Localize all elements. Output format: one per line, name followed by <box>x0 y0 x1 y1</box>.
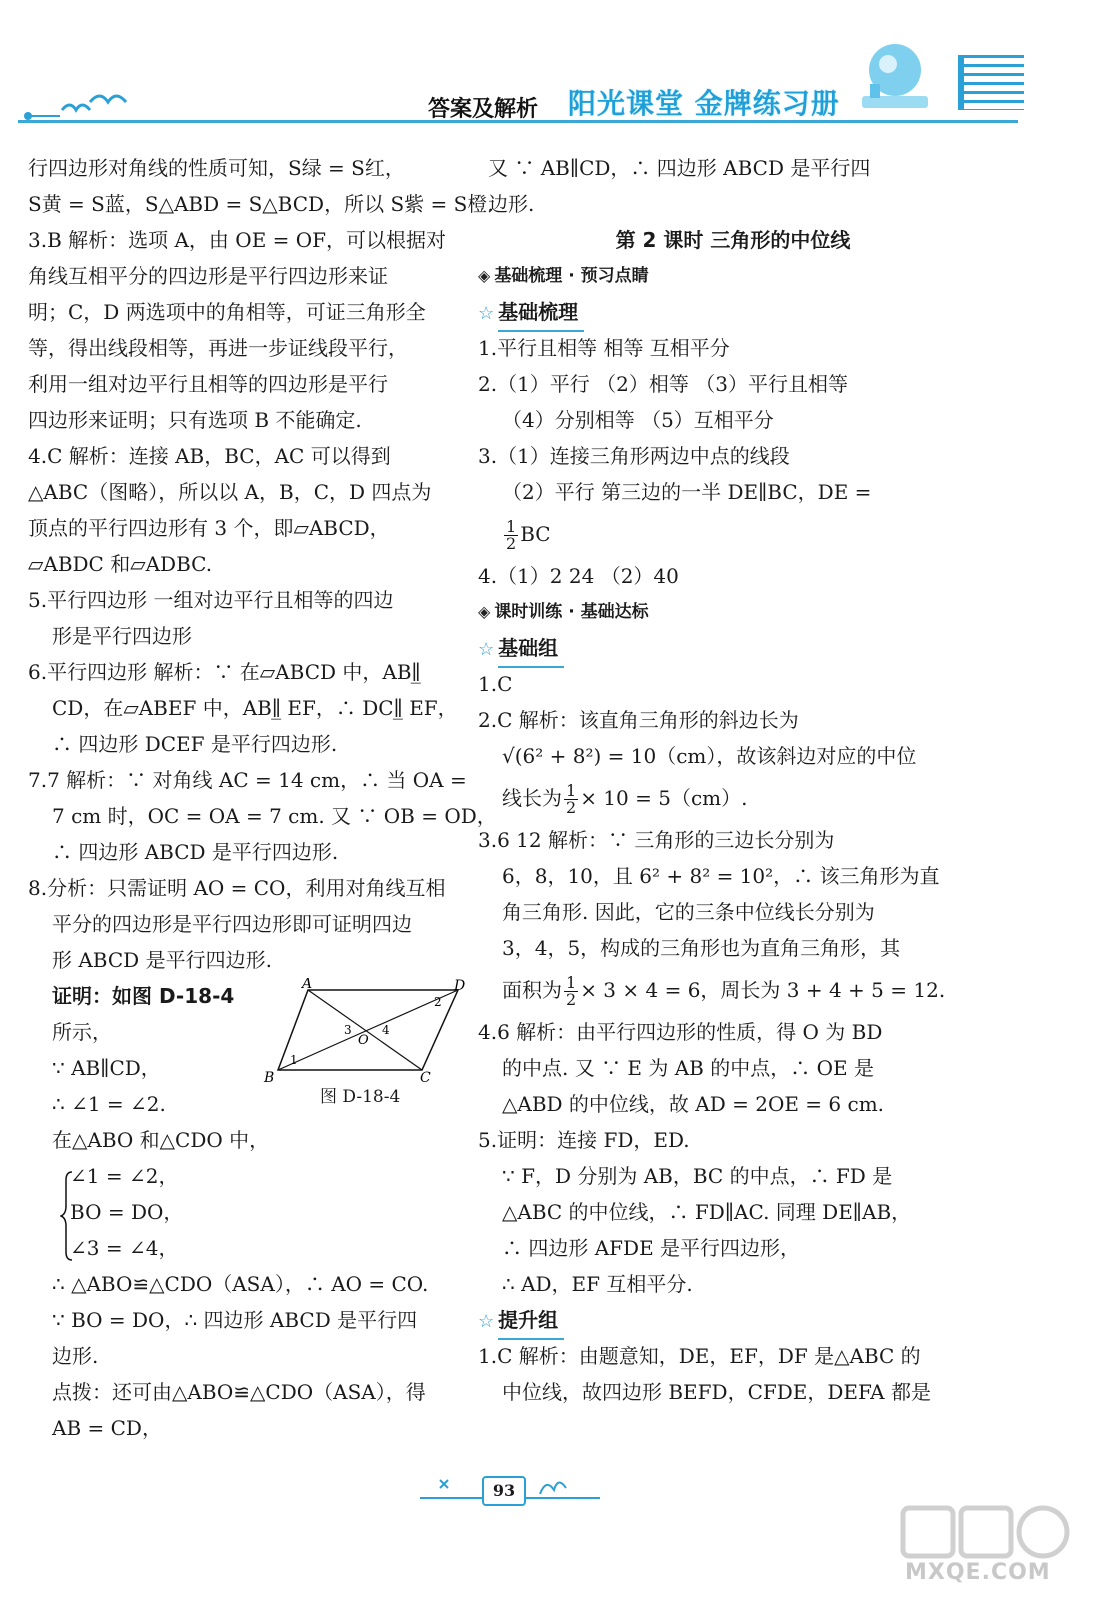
text-line: △ABD 的中位线，故 AD = 2OE = 6 cm. <box>502 1092 885 1116</box>
subsection-title: 基础梳理 <box>498 294 584 332</box>
text-line: S黄 = S蓝，S△ABD = S△BCD，所以 S紫 = S橙. <box>28 192 494 216</box>
text-line: ∴ ∠1 = ∠2. <box>52 1092 166 1116</box>
text-line: 3.（1）连接三角形两边中点的线段 <box>478 444 790 468</box>
text-line: 3.6 12 解析：∵ 三角形的三边长分别为 <box>478 828 835 852</box>
text-line: 四边形来证明；只有选项 B 不能确定. <box>28 408 362 432</box>
brace-icon <box>60 1170 74 1262</box>
page-number: 93 <box>482 1476 526 1506</box>
text-line: 2.C 解析：该直角三角形的斜边长为 <box>478 708 799 732</box>
fraction-lead: 线长为 <box>502 786 562 810</box>
header-answer-label: 答案及解析 <box>428 97 539 122</box>
fraction-tail: × 3 × 4 = 6，周长为 3 + 4 + 5 = 12. <box>580 978 946 1002</box>
text-line: 4.C 解析：连接 AB，BC，AC 可以得到 <box>28 444 391 468</box>
text-line: ∠1 = ∠2， <box>70 1164 179 1188</box>
text-line: （4）分别相等 （5）互相平分 <box>502 408 774 432</box>
text-line: 的中点. 又 ∵ E 为 AB 的中点，∴ OE 是 <box>502 1056 874 1080</box>
figure-caption: 图 D-18-4 <box>320 1087 401 1107</box>
fig-label-2: 2 <box>434 995 442 1009</box>
text-line: 5.证明：连接 FD，ED. <box>478 1128 690 1152</box>
fraction-lead: 面积为 <box>502 978 562 1002</box>
text-line: 证明：如图 D-18-4 <box>52 984 235 1008</box>
fraction <box>564 783 578 816</box>
fig-label-4: 4 <box>382 1023 390 1037</box>
star-icon: ☆ <box>478 639 495 660</box>
star-icon: ☆ <box>478 1311 495 1332</box>
text-line: 又 ∵ AB∥CD，∴ 四边形 ABCD 是平行四 <box>488 156 871 180</box>
subsection <box>478 630 948 666</box>
text-line: 4.（1）2 24 （2）40 <box>478 564 679 588</box>
text-line: CD，在▱ABEF 中，AB∥̲ EF，∴ DC∥̲ EF， <box>52 696 458 720</box>
text-line: 形 ABCD 是平行四边形. <box>52 948 272 972</box>
text-line: 8.分析：只需证明 AO = CO，利用对角线互相 <box>28 876 446 900</box>
fig-label-3: 3 <box>344 1023 352 1037</box>
page-header <box>0 0 1094 150</box>
text-line: AB = CD， <box>52 1416 162 1440</box>
text-line: ∵ BO = DO，∴ 四边形 ABCD 是平行四 <box>52 1308 418 1332</box>
section-heading-text: 课时训练 · 基础达标 <box>494 602 649 622</box>
text-line: 在△ABO 和△CDO 中， <box>52 1128 270 1152</box>
text-line: 明；C，D 两选项中的角相等，可证三角形全 <box>28 300 426 324</box>
fraction-line <box>478 966 948 1014</box>
text-line: BO = DO， <box>70 1200 184 1224</box>
text-line: 形是平行四边形 <box>52 624 192 648</box>
subsection <box>478 1302 948 1338</box>
text-line: 等，得出线段相等，再进一步证线段平行， <box>28 336 408 360</box>
text-line: 所示， <box>52 1020 112 1044</box>
text-line: 边形. <box>488 192 535 216</box>
text-line: 1.C 解析：由题意知，DE，EF，DF 是△ABC 的 <box>478 1344 921 1368</box>
text-line: 平分的四边形是平行四边形即可证明四边 <box>52 912 412 936</box>
lesson-title: 第 2 课时 三角形的中位线 <box>615 228 851 252</box>
section-heading-text: 基础梳理 · 预习点睛 <box>494 266 649 286</box>
text-line: 2.（1）平行 （2）相等 （3）平行且相等 <box>478 372 848 396</box>
text-line: ∠3 = ∠4， <box>70 1236 179 1260</box>
text-line: 4.6 解析：由平行四边形的性质，得 O 为 BD <box>478 1020 883 1044</box>
subsection-title: 提升组 <box>498 1302 564 1340</box>
text-line: ∴ △ABO≌△CDO（ASA），∴ AO = CO. <box>52 1272 429 1296</box>
fraction <box>564 975 578 1008</box>
right-column <box>478 150 948 1410</box>
diamond-icon: ◈ <box>478 266 491 285</box>
text-line: 顶点的平行四边形有 3 个，即▱ABCD， <box>28 516 390 540</box>
text-line: 1.C <box>478 672 513 696</box>
text-line: 5.平行四边形 一组对边平行且相等的四边 <box>28 588 394 612</box>
text-line: （2）平行 第三边的一半 DE∥BC，DE = <box>502 480 872 504</box>
fig-label-d: D <box>454 978 466 994</box>
text-line: ∴ 四边形 ABCD 是平行四边形. <box>52 840 339 864</box>
text-line: ∵ AB∥CD， <box>52 1056 161 1080</box>
fraction-numerator: 1 <box>566 973 577 992</box>
fraction-numerator: 1 <box>566 781 577 800</box>
fraction-denominator: 2 <box>566 990 577 1009</box>
fig-label-1: 1 <box>290 1053 298 1067</box>
star-icon: ☆ <box>478 303 495 324</box>
header-brand: 阳光课堂 金牌练习册 <box>568 87 840 120</box>
fig-label-b: B <box>264 1070 275 1086</box>
fraction-line <box>478 774 948 822</box>
text-line: 3，4，5，构成的三角形也为直角三角形，其 <box>502 936 901 960</box>
text-line: 利用一组对边平行且相等的四边形是平行 <box>28 372 388 396</box>
text-line: ∴ 四边形 AFDE 是平行四边形， <box>502 1236 801 1260</box>
watermark-text: MXQE.COM <box>905 1560 1051 1585</box>
text-line: 点拨：还可由△ABO≌△CDO（ASA），得 <box>52 1380 426 1404</box>
text-line: 角线互相平分的四边形是平行四边形来证 <box>28 264 388 288</box>
fig-label-c: C <box>420 1070 431 1086</box>
fraction-tail: BC <box>520 522 551 546</box>
fig-label-a: A <box>302 978 313 992</box>
text-line: 1.平行且相等 相等 互相平分 <box>478 336 730 360</box>
text-line: 6，8，10，且 6² + 8² = 10²，∴ 该三角形为直 <box>502 864 940 888</box>
fig-label-o: O <box>358 1033 369 1048</box>
text-line: △ABC（图略），所以以 A，B，C，D 四点为 <box>28 480 432 504</box>
text-line: √(6² + 8²) = 10（cm），故该斜边对应的中位 <box>502 744 917 768</box>
globe-icon <box>840 30 950 120</box>
text-line: ∴ AD，EF 互相平分. <box>502 1272 693 1296</box>
text-line: ∴ 四边形 DCEF 是平行四边形. <box>52 732 338 756</box>
header-stripes <box>958 55 1024 110</box>
fraction-denominator: 2 <box>506 534 517 553</box>
text-line: ▱ABDC 和▱ADBC. <box>28 552 213 576</box>
fraction-denominator: 2 <box>566 798 577 817</box>
fraction <box>504 519 518 552</box>
diamond-icon: ◈ <box>478 602 491 621</box>
fraction-tail: × 10 = 5（cm）. <box>580 786 748 810</box>
fraction-numerator: 1 <box>506 517 517 536</box>
section-heading <box>478 258 948 294</box>
fraction-line <box>478 510 948 558</box>
text-line: △ABC 的中位线，∴ FD∥AC. 同理 DE∥AB， <box>502 1200 912 1224</box>
subsection-title: 基础组 <box>498 630 564 668</box>
text-line: 7 cm 时，OC = OA = 7 cm. 又 ∵ OB = OD， <box>52 804 497 828</box>
text-line: 6.平行四边形 解析：∵ 在▱ABCD 中，AB∥̲ <box>28 660 421 684</box>
text-line: 角三角形. 因此，它的三条中位线长分别为 <box>502 900 875 924</box>
text-line: ∵ F，D 分别为 AB，BC 的中点，∴ FD 是 <box>502 1164 893 1188</box>
section-heading <box>478 594 948 630</box>
text-line: 行四边形对角线的性质可知，S绿 = S红， <box>28 156 405 180</box>
text-line: 7.7 解析：∵ 对角线 AC = 14 cm，∴ 当 OA = <box>28 768 467 792</box>
text-line: 中位线，故四边形 BEFD，CFDE，DEFA 都是 <box>502 1380 931 1404</box>
text-line: 3.B 解析：选项 A，由 OE = OF，可以根据对 <box>28 228 447 252</box>
text-line: 边形. <box>52 1344 99 1368</box>
subsection <box>478 294 948 330</box>
